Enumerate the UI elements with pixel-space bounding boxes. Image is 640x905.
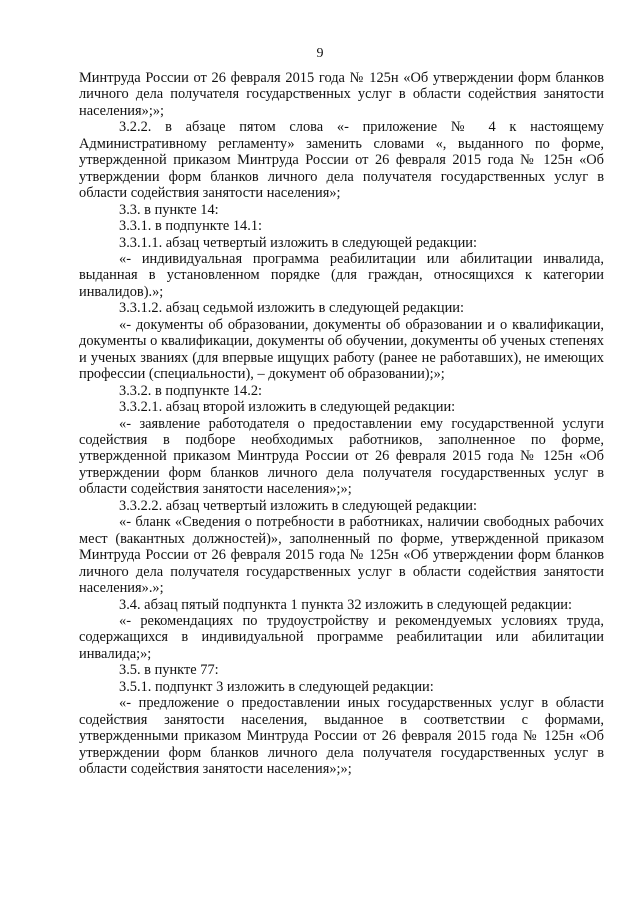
paragraph: Минтруда России от 26 февраля 2015 года № 125н «Об утверждении форм бланков личного дела получателя государственных услуг в области содействия занятости населения»;»; xyxy=(79,70,604,119)
paragraph: 3.2.2. в абзаце пятом слова «- приложение № 4 к настоящему Административному регламенту» заменить словами «, выданного по форме, утвержденной приказом Минтруда России от 26 февраля 2015 года № 125н «Об утверждении форм бланков личного дела получателя государственных услуг в области содействия занятости населения»; xyxy=(79,119,604,202)
page-number: 9 xyxy=(316,46,324,61)
paragraph: «- документы об образовании, документы об образовании и о квалификации, документы о квалификации, документы об обучении, документы об ученых степенях и ученых званиях (для впервые ищущих работу (ранее не работавших), не имеющих профессии (специальности), – документ об образовании);»; xyxy=(79,316,604,383)
document-body xyxy=(79,70,604,777)
paragraph: 3.3.2.1. абзац второй изложить в следующей редакции: xyxy=(119,399,456,416)
paragraph: «- рекомендациях по трудоустройству и рекомендуемых условиях труда, содержащихся в индивидуальной программе реабилитации или абилитации инвалида;»; xyxy=(79,612,604,662)
paragraph: «- заявление работодателя о предоставлении ему государственной услуги содействия в подборе необходимых работников, заполненное по форме, утвержденной приказом Минтруда России от 26 февраля 2015 года № 125н «Об утверждении форм бланков личного дела получателя государственных услуг в области содействия занятости населения»;»; xyxy=(79,415,604,498)
paragraph: 3.4. абзац пятый подпункта 1 пункта 32 изложить в следующей редакции: xyxy=(119,596,573,613)
paragraph: 3.5. в пункте 77: xyxy=(119,662,219,679)
paragraph: 3.3. в пункте 14: xyxy=(119,201,219,218)
paragraph: «- предложение о предоставлении иных государственных услуг в области содействия занятости населения, выданное в соответствии с формами, утвержденными приказом Минтруда России от 26 февраля 2015 года № 125н «Об утверждении форм бланков личного дела получателя государственных услуг в области содействия занятости населения»;»; xyxy=(79,695,604,778)
paragraph: «- бланк «Сведения о потребности в работниках, наличии свободных рабочих мест (вакантных должностей)», заполненный по форме, утвержденной приказом Минтруда России от 26 февраля 2015 года № 125н «Об утверждении форм бланков личного дела получателя государственных услуг в области содействия занятости населения».»; xyxy=(79,514,604,597)
paragraph: «- индивидуальная программа реабилитации или абилитации инвалида, выданная в установленном порядке (для граждан, относящихся к категории инвалидов).»; xyxy=(79,250,604,300)
paragraph: 3.3.2. в подпункте 14.2: xyxy=(119,382,263,399)
paragraph: 3.3.2.2. абзац четвертый изложить в следующей редакции: xyxy=(119,497,478,514)
paragraph: 3.3.1.2. абзац седьмой изложить в следующей редакции: xyxy=(119,300,464,317)
paragraph: 3.5.1. подпункт 3 изложить в следующей редакции: xyxy=(119,678,434,695)
paragraph: 3.3.1. в подпункте 14.1: xyxy=(119,218,263,235)
paragraph: 3.3.1.1. абзац четвертый изложить в следующей редакции: xyxy=(119,234,478,251)
